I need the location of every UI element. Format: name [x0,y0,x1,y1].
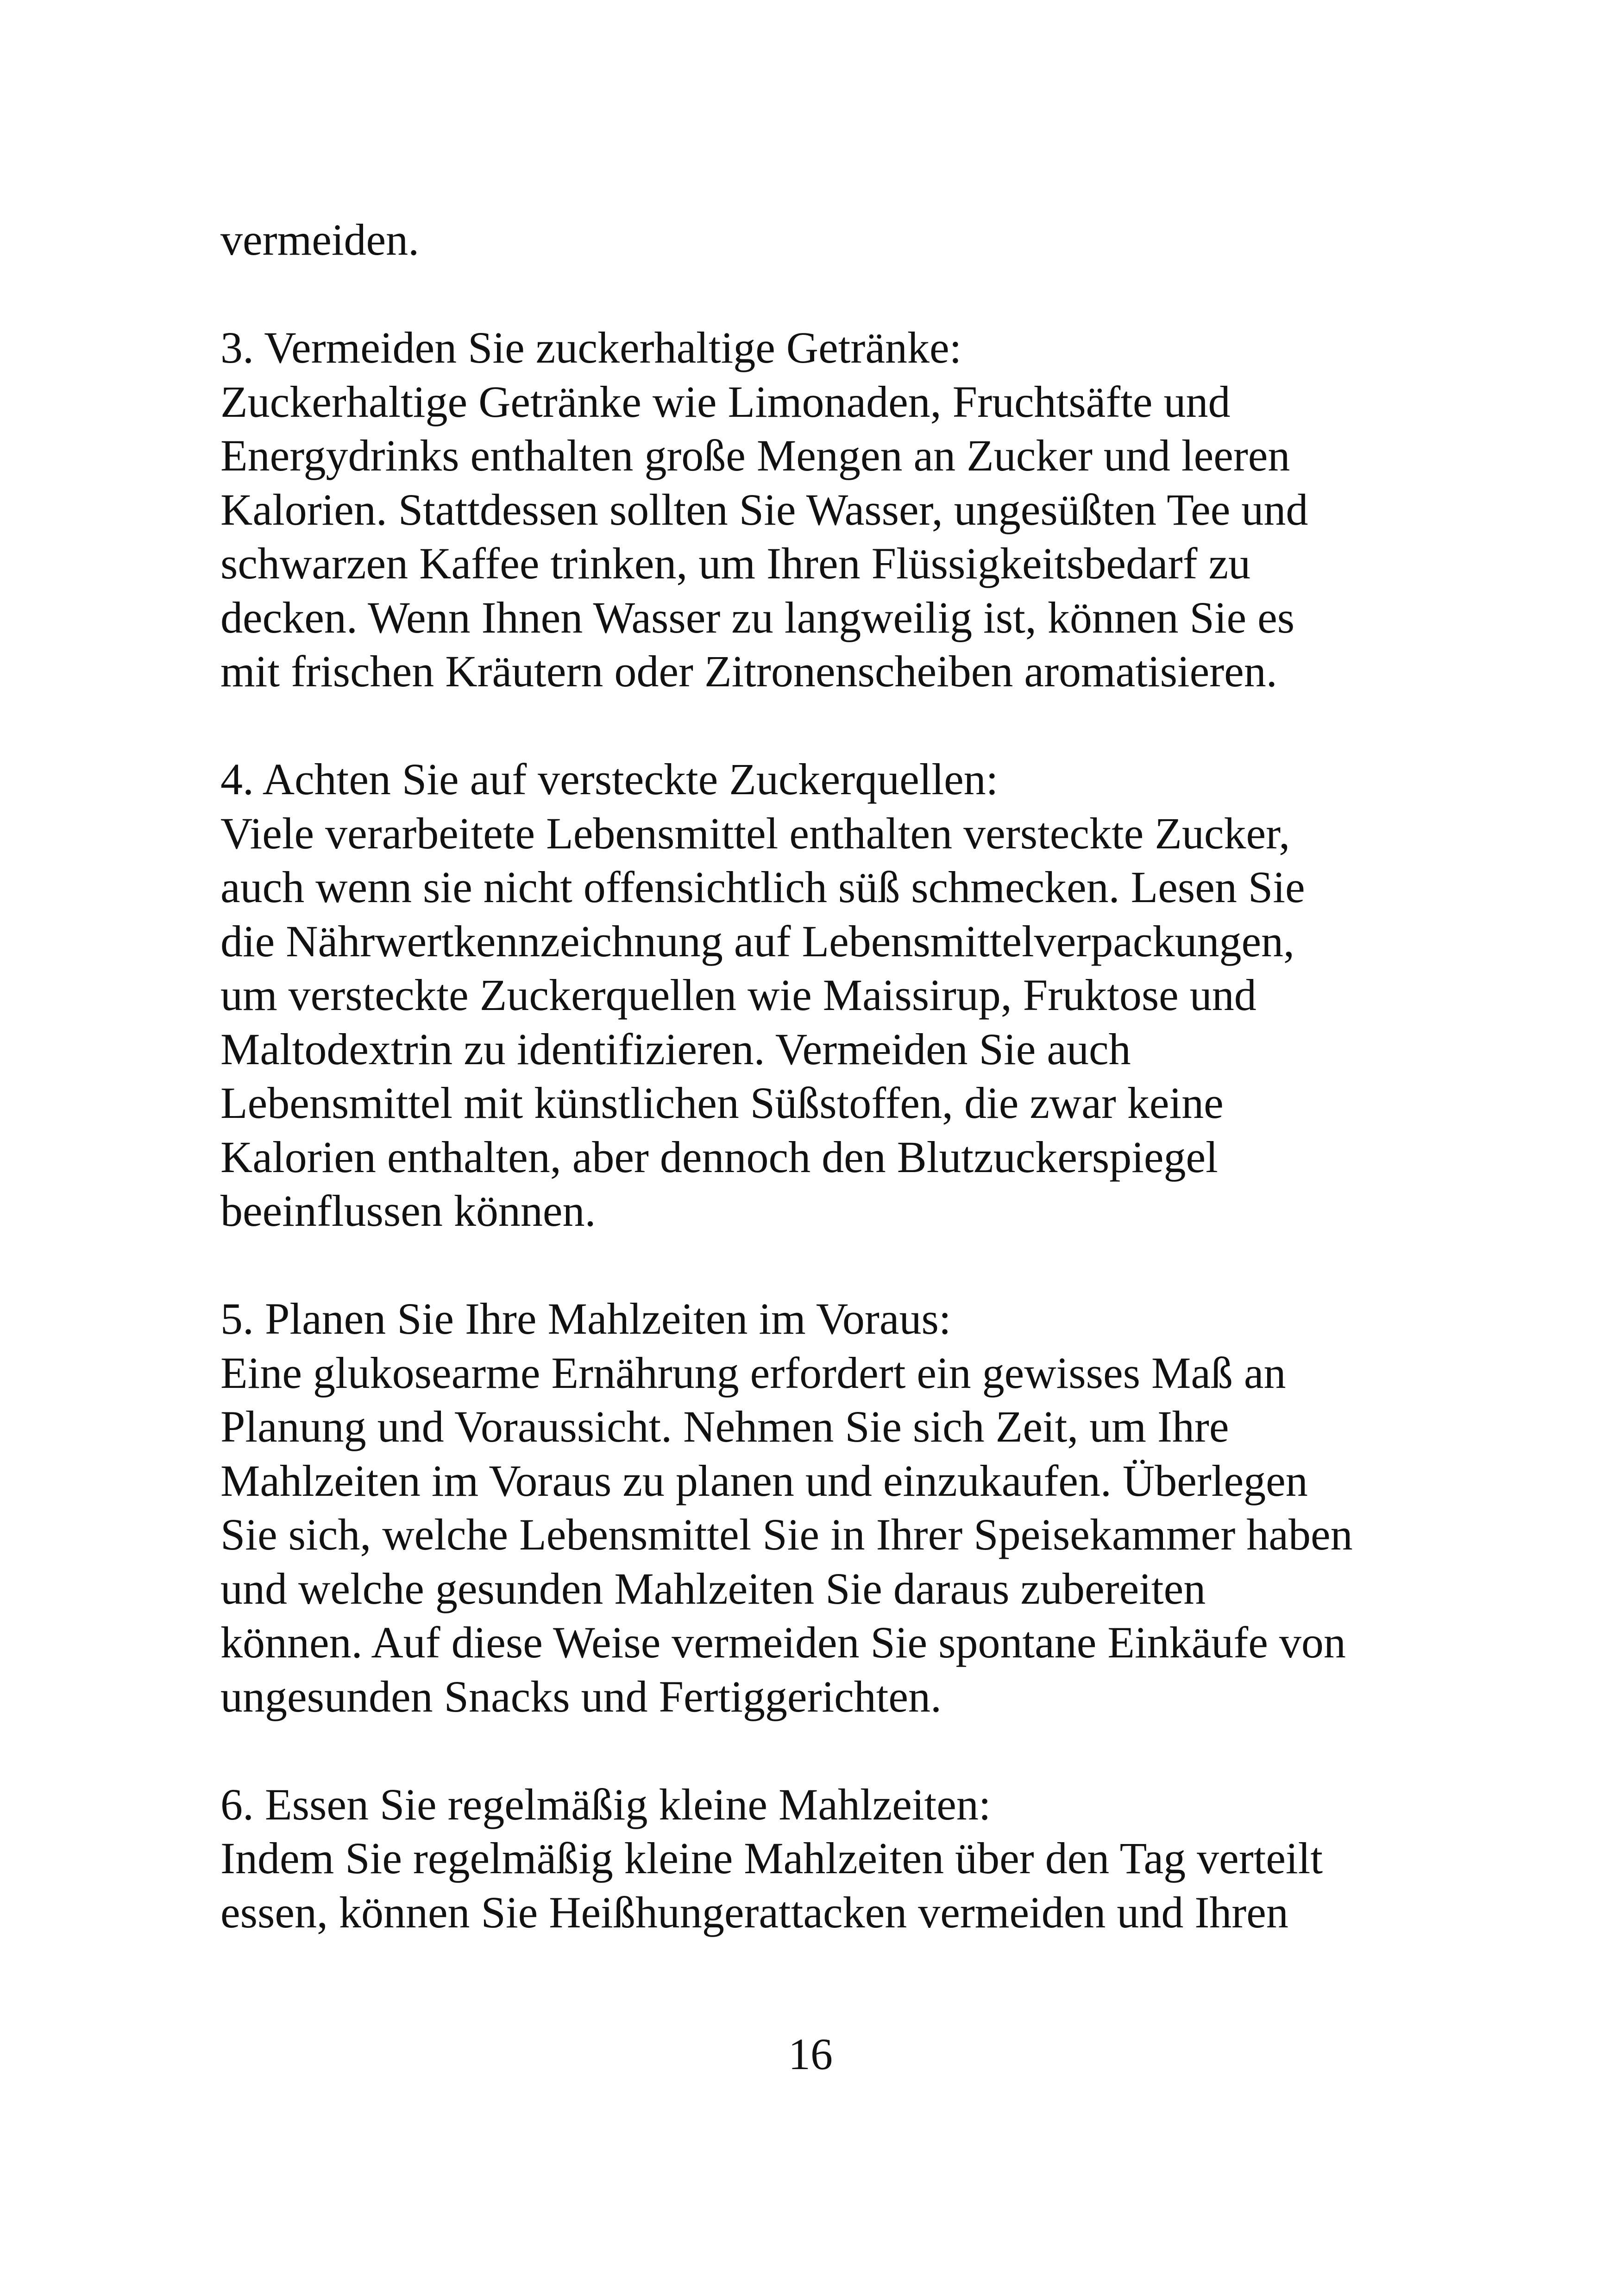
paragraph-spacer [220,1724,1425,1778]
paragraph-line: ungesunden Snacks und Fertiggerichten. [220,1671,942,1721]
section-heading: 5. Planen Sie Ihre Mahlzeiten im Voraus: [220,1294,951,1343]
paragraph-line: Energydrinks enthalten große Mengen an Zucker und leeren [220,431,1290,480]
paragraph-line: Viele verarbeitete Lebensmittel enthalten versteckte Zucker, [220,808,1290,858]
paragraph-line: Lebensmittel mit künstlichen Süßstoffen, die zwar keine [220,1078,1224,1128]
paragraph-spacer [220,267,1425,321]
paragraph-line: Maltodextrin zu identifizieren. Vermeiden Sie auch [220,1024,1131,1074]
paragraph-line: Mahlzeiten im Voraus zu planen und einzukaufen. Überlegen [220,1455,1308,1506]
section-heading: 6. Essen Sie regelmäßig kleine Mahlzeiten: [220,1779,991,1829]
section-heading: 3. Vermeiden Sie zuckerhaltige Getränke: [220,323,962,372]
body-text [220,213,1425,1939]
paragraph-line: essen, können Sie Heißhungerattacken vermeiden und Ihren [220,1887,1288,1937]
paragraph-line: können. Auf diese Weise vermeiden Sie spontane Einkäufe von [220,1618,1346,1667]
paragraph-line: Planung und Voraussicht. Nehmen Sie sich Zeit, um Ihre [220,1402,1229,1451]
paragraph-line: die Nährwertkennzeichnung auf Lebensmittelverpackungen, [220,916,1295,966]
paragraph-line: decken. Wenn Ihnen Wasser zu langweilig ist, können Sie es [220,592,1295,642]
paragraph-spacer [220,1238,1425,1292]
paragraph-line: Eine glukosearme Ernährung erfordert ein gewisses Maß an [220,1348,1286,1398]
paragraph-line: schwarzen Kaffee trinken, um Ihren Flüssigkeitsbedarf zu [220,539,1251,588]
paragraph-line: Kalorien enthalten, aber dennoch den Blutzuckerspiegel [220,1132,1218,1182]
paragraph-line: Kalorien. Stattdessen sollten Sie Wasser, ungesüßten Tee und [220,484,1308,534]
paragraph-line: um versteckte Zuckerquellen wie Maissirup, Fruktose und [220,970,1257,1020]
paragraph-line: mit frischen Kräutern oder Zitronenscheiben aromatisieren. [220,646,1277,696]
paragraph-line: beeinflussen können. [220,1186,596,1236]
paragraph-line: Sie sich, welche Lebensmittel Sie in Ihrer Speisekammer haben [220,1510,1353,1559]
paragraph-line: Zuckerhaltige Getränke wie Limonaden, Fruchtsäfte und [220,376,1231,427]
page-number: 16 [788,2029,833,2079]
paragraph-spacer [220,699,1425,753]
paragraph-line: auch wenn sie nicht offensichtlich süß schmecken. Lesen Sie [220,862,1305,912]
paragraph-line: Indem Sie regelmäßig kleine Mahlzeiten über den Tag verteilt [220,1833,1323,1883]
paragraph-line: und welche gesunden Mahlzeiten Sie daraus zubereiten [220,1563,1206,1613]
section-heading: 4. Achten Sie auf versteckte Zuckerquellen: [220,754,999,804]
continuation-line: vermeiden. [220,215,420,264]
